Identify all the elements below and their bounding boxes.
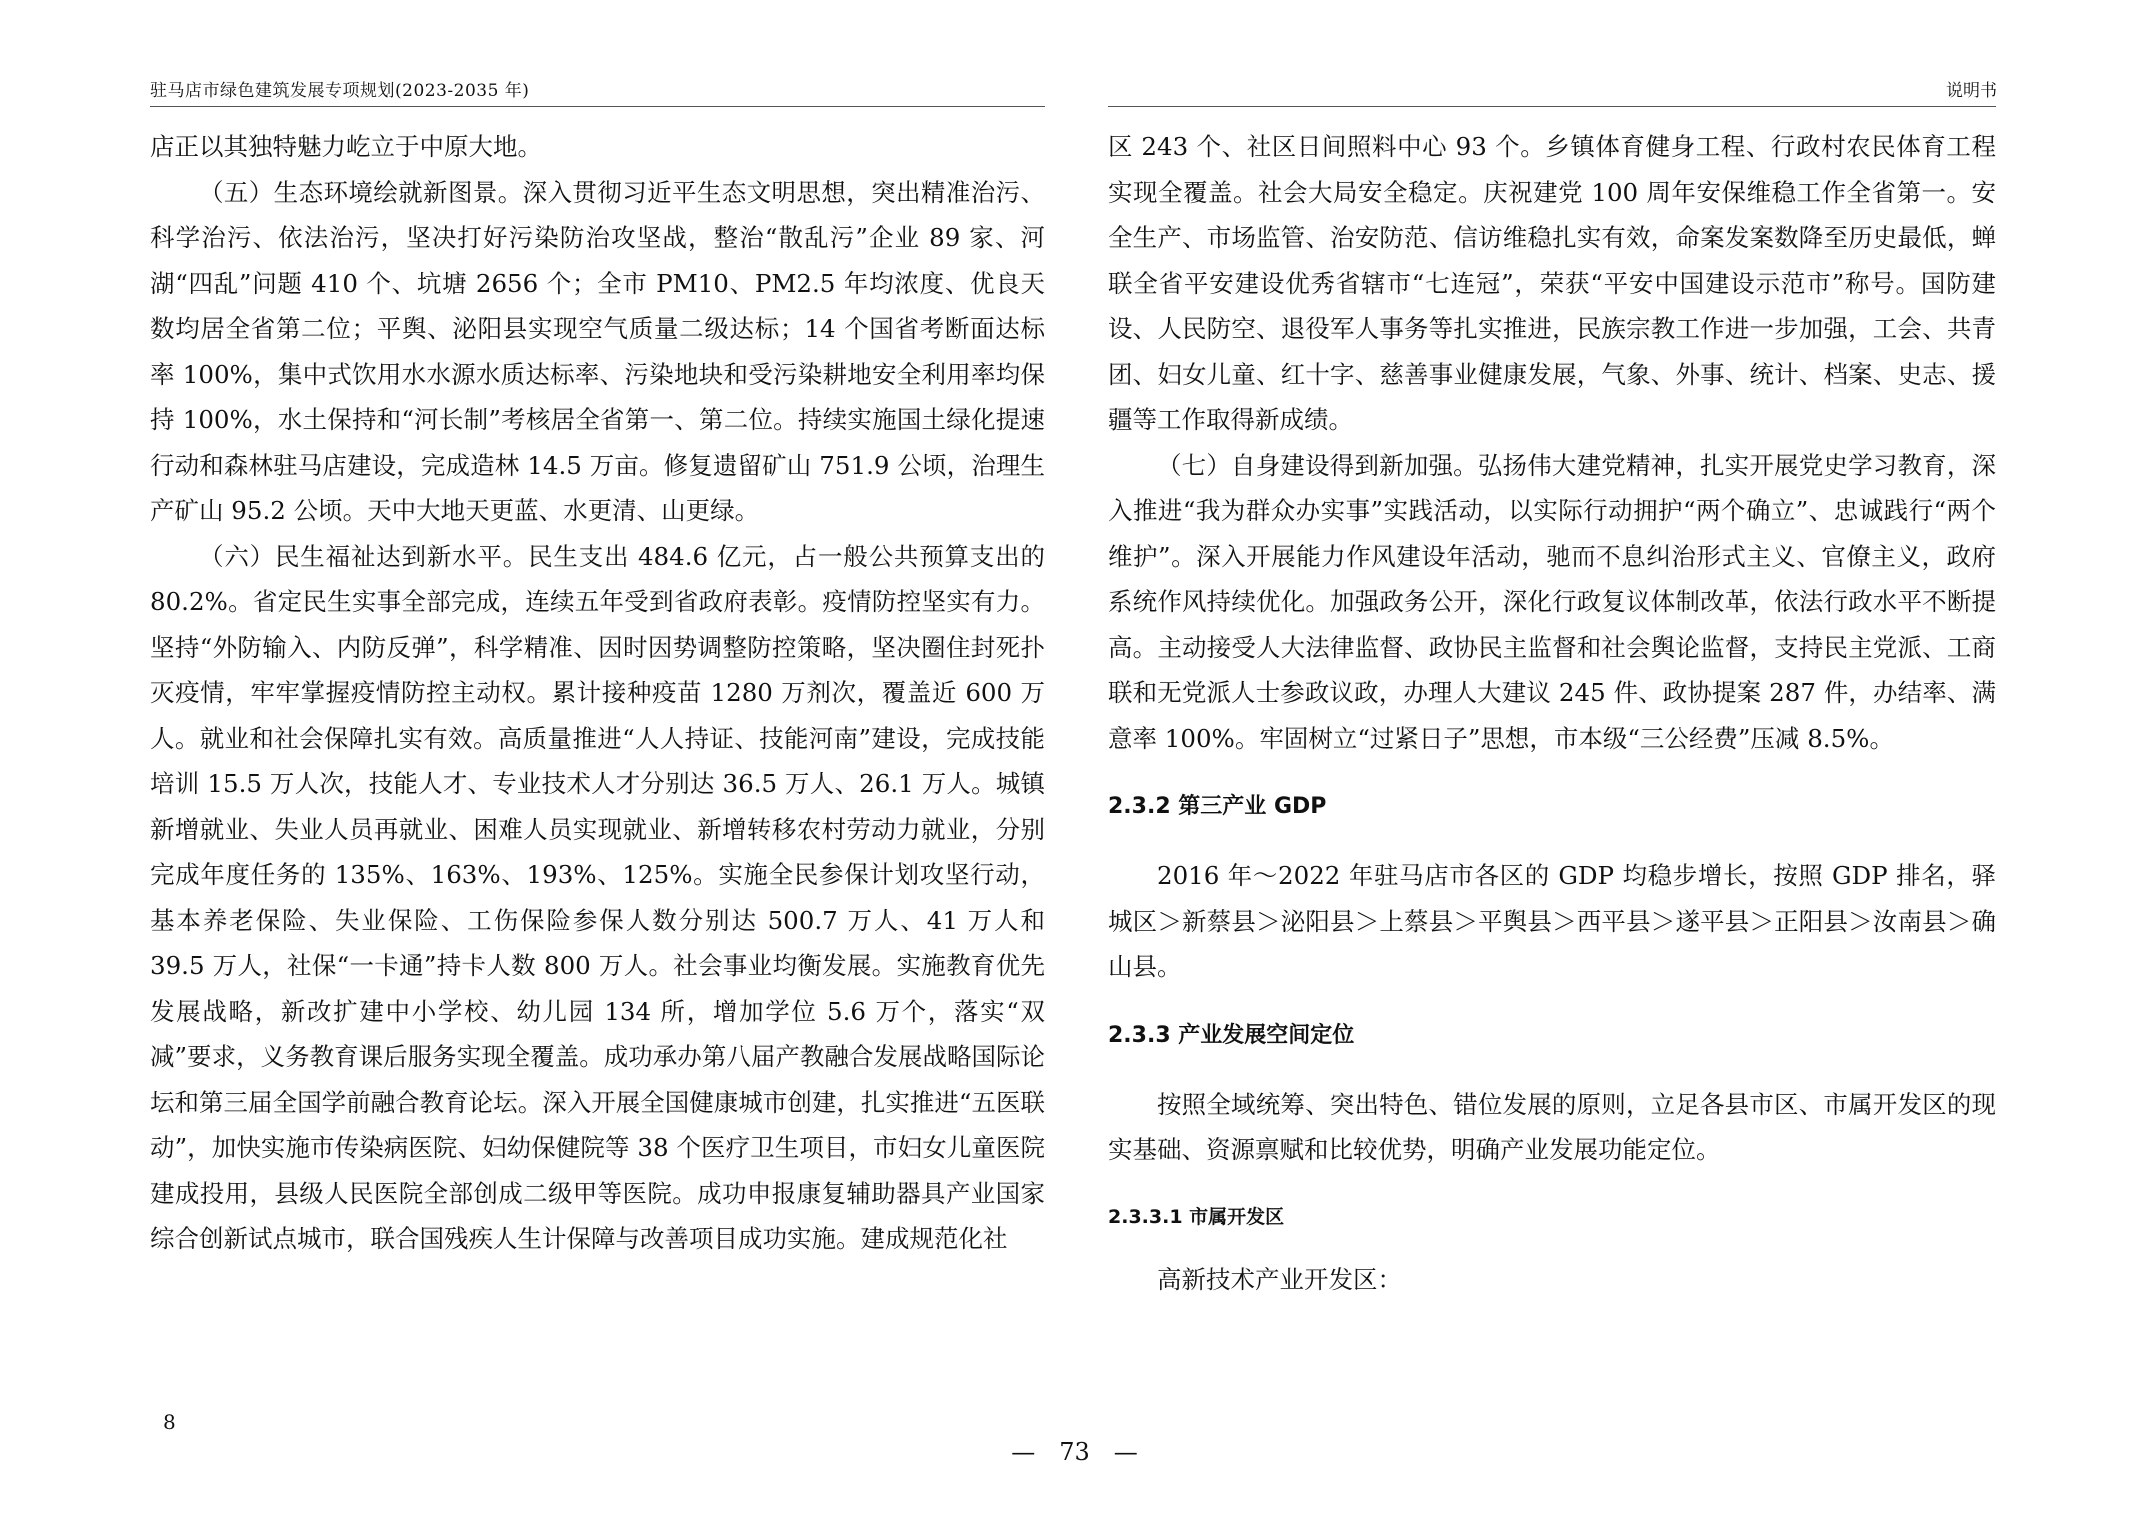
paragraph: （七）自身建设得到新加强。弘扬伟大建党精神，扎实开展党史学习教育，深入推进“我为群众办实事”实践活动，以实际行动拥护“两个确立”、忠诚践行“两个维护”。深入开展能力作风建设年活动，驰而不息纠治形式主义、官僚主义，政府系统作风持续优化。加强政务公开，深化行政复议体制改革，依法行政水平不断提高。主动接受人大法律监督、政协民主监督和社会舆论监督，支持民主党派、工商联和无党派人士参政议政，办理人大建议 245 件、政协提案 287 件，办结率、满意率 100%。牢固树立“过紧日子”思想，市本级“三公经费”压减 8.5%。 <box>1108 450 1996 753</box>
section-heading: 2.3.3 产业发展空间定位 <box>1108 1022 1355 1048</box>
paragraph: 区 243 个、社区日间照料中心 93 个。乡镇体育健身工程、行政村农民体育工程实现全覆盖。社会大局安全稳定。庆祝建党 100 周年安保维稳工作全省第一。安全生产、市场监管、治安防范、信访维稳扎实有效，命案发案数降至历史最低，蝉联全省平安建设优秀省辖市“七连冠”，荣获“平安中国建设示范市”称号。国防建设、人民防空、退役军人事务等扎实推进，民族宗教工作进一步加强，工会、共青团、妇女儿童、红十字、慈善事业健康发展，气象、外事、统计、档案、史志、援疆等工作取得新成绩。 <box>1108 132 1996 434</box>
inner-page-number: 8 <box>163 1410 176 1434</box>
header-doc-type: 说明书 <box>1946 81 1997 101</box>
header-divider-right <box>1108 106 1996 107</box>
paragraph: （五）生态环境绘就新图景。深入贯彻习近平生态文明思想，突出精准治污、科学治污、依法治污，坚决打好污染防治攻坚战，整治“散乱污”企业 89 家、河湖“四乱”问题 410 个、坑塘 2656 个；全市 PM10、PM2.5 年均浓度、优良天数均居全省第二位；平舆、泌阳县实现空气质量二级达标；14 个国省考断面达标率 100%，集中式饮用水水源水质达标率、污染地块和受污染耕地安全利用率均保持 100%，水土保持和“河长制”考核居全省第一、第二位。持续实施国土绿化提速行动和森林驻马店建设，完成造林 14.5 万亩。修复遗留矿山 751.9 公顷，治理生产矿山 95.2 公顷。天中大地天更蓝、水更清、山更绿。 <box>150 177 1045 525</box>
paragraph: （六）民生福祉达到新水平。民生支出 484.6 亿元，占一般公共预算支出的 80.2%。省定民生实事全部完成，连续五年受到省政府表彰。疫情防控坚实有力。坚持“外防输入、内防反弹”，科学精准、因时因势调整防控策略，坚决圈住封死扑灭疫情，牢牢掌握疫情防控主动权。累计接种疫苗 1280 万剂次，覆盖近 600 万人。就业和社会保障扎实有效。高质量推进“人人持证、技能河南”建设，完成技能培训 15.5 万人次，技能人才、专业技术人才分别达 36.5 万人、26.1 万人。城镇新增就业、失业人员再就业、困难人员实现就业、新增转移农村劳动力就业，分别完成年度任务的 135%、163%、193%、125%。实施全民参保计划攻坚行动，基本养老保险、失业保险、工伤保险参保人数分别达 500.7 万人、41 万人和 39.5 万人，社保“一卡通”持卡人数 800 万人。社会事业均衡发展。实施教育优先发展战略，新改扩建中小学校、幼儿园 134 所，增加学位 5.6 万个，落实“双减”要求，义务教育课后服务实现全覆盖。成功承办第八届产教融合发展战略国际论坛和第三届全国学前融合教育论坛。深入开展全国健康城市创建，扎实推进“五医联动”，加快实施市传染病医院、妇幼保健院等 38 个医疗卫生项目，市妇女儿童医院建成投用，县级人民医院全部创成二级甲等医院。成功申报康复辅助器具产业国家综合创新试点城市，联合国残疾人生计保障与改善项目成功实施。建成规范化社 <box>150 541 1045 1253</box>
paragraph: 店正以其独特魅力屹立于中原大地。 <box>150 132 542 161</box>
header-title: 驻马店市绿色建筑发展专项规划(2023-2035 年) <box>150 81 530 101</box>
left-column <box>150 124 1045 1262</box>
paragraph: 按照全域统筹、突出特色、错位发展的原则，立足各县市区、市属开发区的现实基础、资源禀赋和比较优势，明确产业发展功能定位。 <box>1108 1089 1996 1164</box>
page-number: — 73 — <box>1011 1438 1138 1466</box>
section-heading: 2.3.2 第三产业 GDP <box>1108 794 1327 819</box>
subsection-heading: 2.3.3.1 市属开发区 <box>1108 1205 1285 1228</box>
paragraph: 2016 年～2022 年驻马店市各区的 GDP 均稳步增长，按照 GDP 排名，驿城区＞新蔡县＞泌阳县＞上蔡县＞平舆县＞西平县＞遂平县＞正阳县＞汝南县＞确山县。 <box>1108 861 1996 981</box>
paragraph: 高新技术产业开发区： <box>1157 1264 1402 1294</box>
right-column <box>1108 124 1996 1302</box>
header-divider-left <box>150 106 1045 107</box>
